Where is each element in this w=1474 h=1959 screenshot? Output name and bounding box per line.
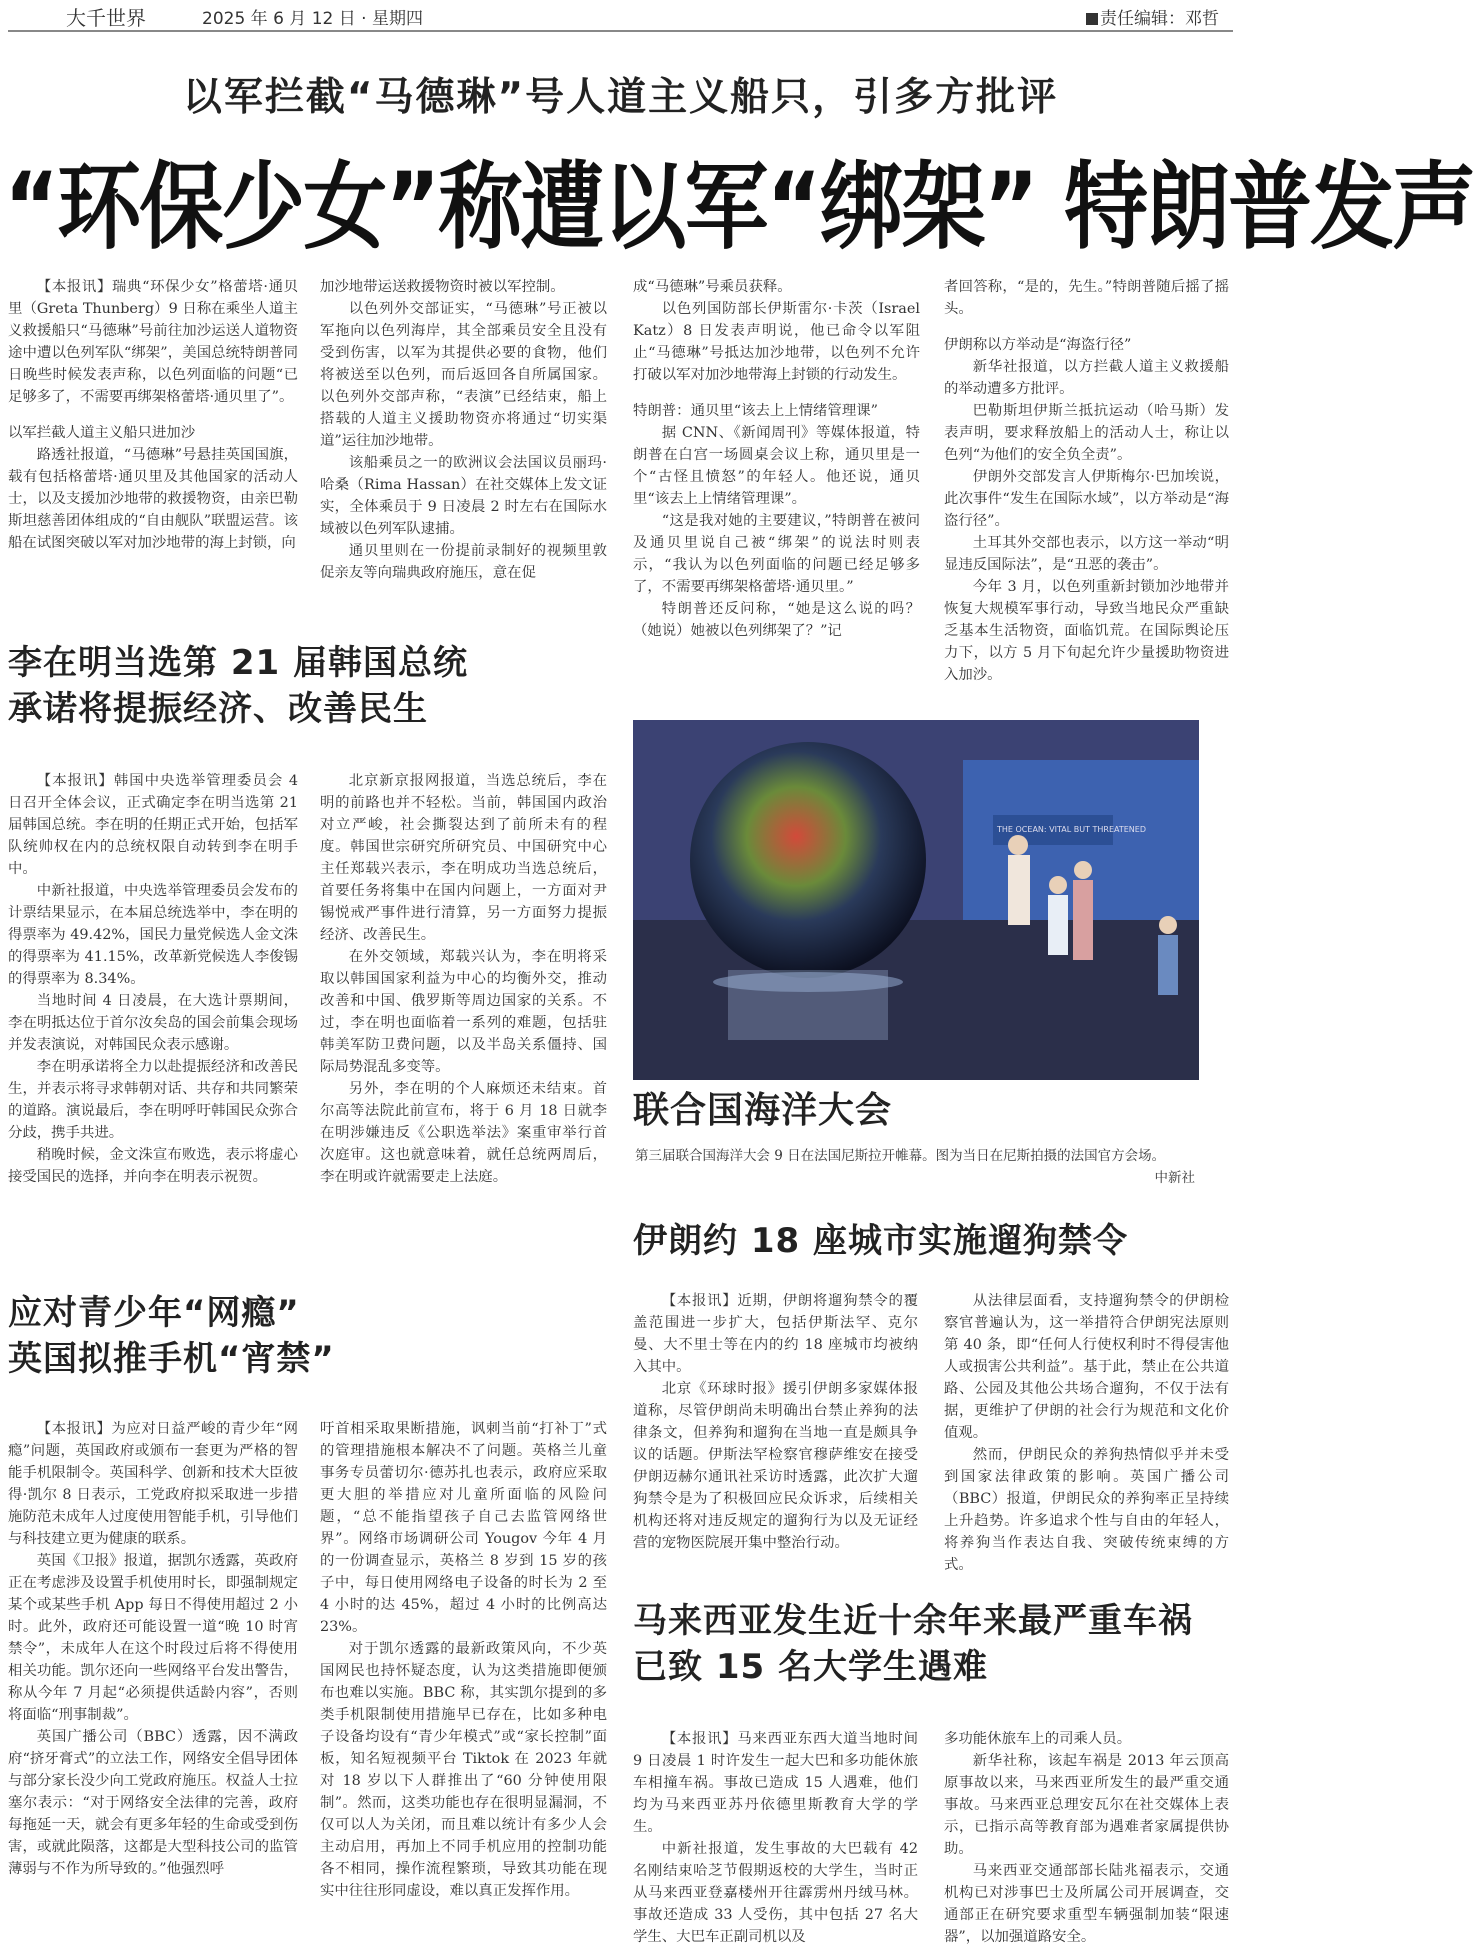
malaysia-headline: 马来西亚发生近十余年来最严重车祸 已致 15 名大学生遇难 (633, 1601, 1193, 1687)
lead-paragraph: 该船乘员之一的欧洲议会法国议员丽玛·哈桑（Rima Hassan）在社交媒体上发文证实，全体乘员于 9 日凌晨 2 时左右在国际水域被以色列军队逮捕。 (320, 455, 607, 537)
lead-paragraph: 新华社报道，以方拦截人道主义救援船的举动遭多方批评。 (944, 359, 1229, 397)
lead-paragraph: 据 CNN、《新闻周刊》等媒体报道，特朗普在白宫一场圆桌会议上称，通贝里是一个“古怪且愤怒”的年轻人。他还说，通贝里“该去上上情绪管理课”。 (633, 425, 920, 507)
lead-subhead: 特朗普：通贝里“该去上上情绪管理课” (633, 403, 878, 419)
malaysia-paragraph: 新华社称，该起车祸是 2013 年云顶高原事故以来，马来西亚所发生的最严重交通事故。马来西亚总理安瓦尔在社交媒体上表示，已指示高等教育部为遇难者家属提供协助。 (944, 1753, 1229, 1857)
photo-caption: 第三届联合国海洋大会 9 日在法国尼斯拉开帷幕。图为当日在尼斯拍摄的法国官方会场。 中新社 (635, 1145, 1195, 1189)
photo-title: 联合国海洋大会 (633, 1090, 893, 1131)
lead-paragraph: 【本报讯】瑞典“环保少女”格蕾塔·通贝里（Greta Thunberg）9 日称在乘坐人道主义救援船只“马德琳”号前往加沙运送人道物资途中遭以色列军队“绑架”，美国总统特朗普同日晚些时候发表声称，以色列面临的问题“已足够多了，不需要再绑架格蕾塔·通贝里了”。 (8, 279, 298, 405)
lead-paragraph: “这是我对她的主要建议，”特朗普在被问及通贝里说自己被“绑架”的说法时则表示，“我认为以色列面临的问题已经足够多了，不需要再绑架格蕾塔·通贝里。” (633, 513, 920, 595)
lead-paragraph: 路透社报道，“马德琳”号悬挂英国国旗，载有包括格蕾塔·通贝里及其他国家的活动人士，以及支援加沙地带的救援物资，由亲巴勒斯坦慈善团体组成的“自由舰队”联盟运营。该船在试图突破以军对加沙地带的海上封锁，向 (8, 447, 298, 551)
ocean-conference-photo (633, 720, 1199, 1080)
lead-paragraph: 巴勒斯坦伊斯兰抵抗运动（哈马斯）发表声明，要求释放船上的活动人士，称让以色列“为他们的安全负全责”。 (944, 403, 1229, 463)
lead-paragraph: 加沙地带运送救援物资时被以军控制。 (320, 279, 565, 295)
lead-paragraph: 土耳其外交部也表示，以方这一举动“明显违反国际法”，是“丑恶的袭击”。 (944, 535, 1229, 573)
issue-date: 2025 年 6 月 12 日 · 星期四 (202, 9, 423, 29)
korea-paragraph: 稍晚时候，金文洙宣布败选，表示将虚心接受国民的选择，并向李在明表示祝贺。 (8, 1147, 298, 1185)
iran-paragraph: 【本报讯】近期，伊朗将遛狗禁令的覆盖范围进一步扩大，包括伊斯法罕、克尔曼、大不里士等在内的约 18 座城市均被纳入其中。 (633, 1293, 918, 1375)
photo-illustration (633, 720, 1199, 1080)
korea-paragraph: 【本报讯】韩国中央选举管理委员会 4 日召开全体会议，正式确定李在明当选第 21 届韩国总统。李在明的任期正式开始，包括军队统帅权在内的总统权限自动转到李在明手中。 (8, 773, 298, 877)
square-bullet-icon (1086, 13, 1098, 25)
lead-paragraph: 以色列国防部长伊斯雷尔·卡茨（Israel Katz）8 日发表声明说，他已命令以军阻止“马德琳”号抵达加沙地带，以色列不允许打破以军对加沙地带海上封锁的行动发生。 (633, 301, 920, 383)
banner-text: THE OCEAN: VITAL BUT THREATENED (997, 825, 1146, 834)
page-header (0, 0, 1241, 32)
korea-column-1 (8, 770, 298, 1188)
header-rule (8, 30, 1233, 32)
lead-subhead: 伊朗称以方举动是“海盗行径” (944, 337, 1132, 353)
lead-column-2 (320, 276, 607, 584)
uk-column-2 (320, 1418, 607, 1902)
lead-paragraph: 成“马德琳”号乘员获释。 (633, 279, 792, 295)
uk-paragraph: 【本报讯】为应对日益严峻的青少年“网瘾”问题，英国政府或颁布一套更为严格的智能手机限制令。英国科学、创新和技术大臣彼得·凯尔 8 日表示，工党政府拟采取进一步措施防范未成年人过度使用智能手机，引导他们与科技建立更为健康的联系。 (8, 1421, 298, 1547)
uk-paragraph: 吁首相采取果断措施，讽刺当前“打补丁”式的管理措施根本解决不了问题。英格兰儿童事务专员蕾切尔·德苏扎也表示，政府应采取更大胆的举措应对儿童所面临的风险问题，“总不能指望孩子自己去监管网络世界”。网络市场调研公司 Yougov 今年 4 月的一份调查显示，英格兰 8 岁到 15 岁的孩子中，每日使用网络电子设备的时长为 2 至 4 小时的达 45%，超过 4 小时的比例高达 23%。 (320, 1421, 607, 1635)
iran-paragraph: 从法律层面看，支持遛狗禁令的伊朗检察官普遍认为，这一举措符合伊朗宪法原则第 40 条，即“任何人行使权利时不得侵害他人或损害公共利益”。基于此，禁止在公共道路、公园及其他公共场合遛狗，不仅于法有据，更维护了伊朗的社会行为规范和文化价值观。 (944, 1293, 1229, 1441)
lead-paragraph: 通贝里则在一份提前录制好的视频里敦促亲友等向瑞典政府施压，意在促 (320, 543, 607, 581)
malaysia-paragraph: 中新社报道，发生事故的大巴载有 42 名刚结束哈芝节假期返校的大学生，当时正从马来西亚登嘉楼州开往霹雳州丹绒马林。事故还造成 33 人受伤，其中包括 27 名大学生、大巴车正副司机以及 (633, 1841, 918, 1945)
lead-paragraph: 以色列外交部证实，“马德琳”号正被以军拖向以色列海岸，其全部乘员安全且没有受到伤害，以军为其提供必要的食物，他们将被送至以色列，而后返回各自所属国家。以色列外交部声称，“表演”已经结束，船上搭载的人道主义援助物资亦将通过“切实渠道”运往加沙地带。 (320, 301, 607, 449)
editor-credit: 责任编辑：邓哲 (1086, 4, 1219, 29)
korea-paragraph: 当地时间 4 日凌晨，在大选计票期间，李在明抵达位于首尔汝矣岛的国会前集会现场并发表演说，对韩国民众表示感谢。 (8, 993, 298, 1053)
iran-headline: 伊朗约 18 座城市实施遛狗禁令 (633, 1221, 1128, 1261)
korea-headline: 李在明当选第 21 届韩国总统 承诺将提振经济、改善民生 (8, 643, 468, 729)
globe (690, 742, 926, 978)
malaysia-column-1 (633, 1728, 918, 1948)
iran-paragraph: 北京《环球时报》援引伊朗多家媒体报道称，尽管伊朗尚未明确出台禁止养狗的法律条文，但养狗和遛狗在当地一直是颇具争议的话题。伊斯法罕检察官穆萨维安在接受伊朗迈赫尔通讯社采访时透露，此次扩大遛狗禁令是为了积极回应民众诉求，后续相关机构还将对违反规定的遛狗行为以及无证经营的宠物医院展开集中整治行动。 (633, 1381, 918, 1551)
uk-paragraph: 英国广播公司（BBC）透露，因不满政府“挤牙膏式”的立法工作，网络安全倡导团体与部分家长没少向工党政府施压。权益人士拉塞尔表示：“对于网络安全法律的完善，政府每拖延一天，就会有更多年轻的生命或受到伤害，或就此陨落，这都是大型科技公司的监管薄弱与不作为所导致的。”他强烈呼 (8, 1729, 298, 1877)
photo-credit: 中新社 (1154, 1170, 1195, 1186)
malaysia-paragraph: 马来西亚交通部部长陆兆福表示，交通机构已对涉事巴士及所属公司开展调查，交通部正在研究要求重型车辆强制加装“限速器”，以加强道路安全。 (944, 1863, 1229, 1945)
lead-column-4 (944, 276, 1229, 686)
section-name: 大千世界 (66, 6, 146, 30)
iran-paragraph: 然而，伊朗民众的养狗热情似乎并未受到国家法律政策的影响。英国广播公司（BBC）报道，伊朗民众的养狗率正呈持续上升趋势。许多追求个性与自由的年轻人，将养狗当作表达自我、突破传统束缚的方式。 (944, 1447, 1229, 1573)
iran-column-2 (944, 1290, 1229, 1576)
uk-paragraph: 英国《卫报》报道，据凯尔透露，英政府正在考虑涉及设置手机使用时长，即强制规定某个或某些手机 App 每日不得使用超过 2 小时。此外，政府还可能设置一道“晚 10 时宵禁令”，未成年人在这个时段过后将不得使用相关功能。凯尔还向一些网络平台发出警告，称从今年 7 月起“必须提供适龄内容”，否则将面临“刑事制裁”。 (8, 1553, 298, 1723)
korea-paragraph: 另外，李在明的个人麻烦还未结束。首尔高等法院此前宣布，将于 6 月 18 日就李在明涉嫌违反《公职选举法》案重审举行首次庭审。这也就意味着，就任总统两周后，李在明或许就需要走上法庭。 (320, 1081, 607, 1185)
korea-paragraph: 北京新京报网报道，当选总统后，李在明的前路也并不轻松。当前，韩国国内政治对立严峻，社会撕裂达到了前所未有的程度。韩国世宗研究所研究员、中国研究中心主任郑载兴表示，李在明成功当选总统后，首要任务将集中在国内问题上，一方面对尹锡悦戒严事件进行清算，另一方面努力提振经济、改善民生。 (320, 773, 607, 943)
lead-kicker: 以军拦截“马德琳”号人道主义船只，引多方批评 (182, 75, 1059, 120)
korea-paragraph: 在外交领域，郑载兴认为，李在明将采取以韩国国家利益为中心的均衡外交，推动改善和中国、俄罗斯等周边国家的关系。不过，李在明也面临着一系列的难题，包括驻韩美军防卫费问题，以及半岛关系僵持、国际局势混乱多变等。 (320, 949, 607, 1075)
korea-paragraph: 李在明承诺将全力以赴提振经济和改善民生，并表示将寻求韩朝对话、共存和共同繁荣的道路。演说最后，李在明呼吁韩国民众弥合分歧，携手共进。 (8, 1059, 298, 1141)
lead-paragraph: 伊朗外交部发言人伊斯梅尔·巴加埃说，此次事件“发生在国际水域”，以方举动是“海盗行径”。 (944, 469, 1229, 529)
malaysia-paragraph: 多功能休旅车上的司乘人员。 (944, 1731, 1132, 1747)
lead-paragraph: 者回答称，“是的，先生。”特朗普随后摇了摇头。 (944, 279, 1229, 317)
lead-paragraph: 今年 3 月，以色列重新封锁加沙地带并恢复大规模军事行动，导致当地民众严重缺乏基本生活物资，面临饥荒。在国际舆论压力下，以方 5 月下旬起允许少量援助物资进入加沙。 (944, 579, 1229, 683)
uk-column-1 (8, 1418, 298, 1880)
korea-column-2 (320, 770, 607, 1188)
lead-headline: “环保少女”称遭以军“绑架” 特朗普发声 (4, 152, 1474, 262)
iran-column-1 (633, 1290, 918, 1554)
lead-paragraph: 特朗普还反问称，“她是这么说的吗？（她说）她被以色列绑架了？”记 (633, 601, 920, 639)
uk-headline: 应对青少年“网瘾” 英国拟推手机“宵禁” (8, 1293, 335, 1379)
lead-column-3 (633, 276, 920, 642)
korea-paragraph: 中新社报道，中央选举管理委员会发布的计票结果显示，在本届总统选举中，李在明的得票率为 49.42%，国民力量党候选人金文洙的得票率为 41.15%，改革新党候选人李俊锡的得票率为 8.34%。 (8, 883, 298, 987)
uk-paragraph: 对于凯尔透露的最新政策风向，不少英国网民也持怀疑态度，认为这类措施即便颁布也难以实施。BBC 称，其实凯尔提到的多类手机限制使用措施早已存在，比如多种电子设备均设有“青少年模式”或“家长控制”面板，知名短视频平台 Tiktok 在 2023 年就对 18 岁以下人群推出了“60 分钟使用限制”。然而，这类功能也存在很明显漏洞，不仅可以人为关闭，而且难以统计有多少人会主动启用，再加上不同手机应用的控制功能各不相同，操作流程繁琐，导致其功能在现实中往往形同虚设，难以真正发挥作用。 (320, 1641, 607, 1899)
lead-column-1 (8, 276, 298, 554)
malaysia-column-2 (944, 1728, 1229, 1948)
lead-subhead: 以军拦截人道主义船只进加沙 (8, 425, 196, 441)
malaysia-paragraph: 【本报讯】马来西亚东西大道当地时间 9 日凌晨 1 时许发生一起大巴和多功能休旅车相撞车祸。事故已造成 15 人遇难，他们均为马来西亚苏丹依德里斯教育大学的学生。 (633, 1731, 918, 1835)
